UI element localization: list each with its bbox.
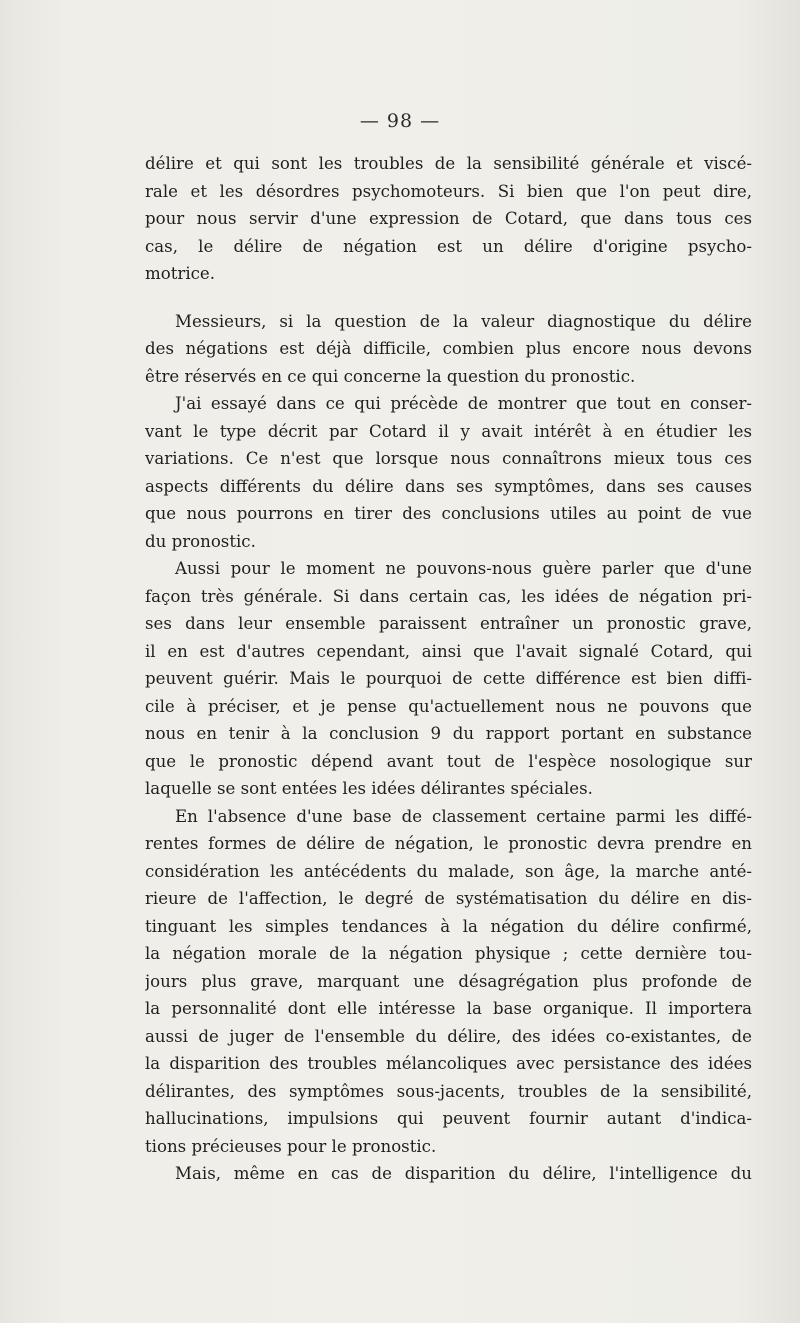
paragraph (145, 555, 752, 803)
paragraph (145, 1160, 752, 1188)
text-line: aspects différents du délire dans ses symptômes, dans ses causes (145, 476, 752, 496)
text-line: rieure de l'affection, le degré de systématisation du délire en dis- (145, 889, 752, 908)
text-line: laquelle se sont entées les idées délirantes spéciales. (145, 779, 593, 798)
text-line: que le pronostic dépend avant tout de l'espèce nosologique sur (145, 751, 752, 771)
text-line: rale et les désordres psychomoteurs. Si bien que l'on peut dire, (145, 181, 752, 201)
text-line: J'ai essayé dans ce qui précède de montrer que tout en conser- (175, 394, 752, 413)
text-line: hallucinations, impulsions qui peuvent fournir autant d'indica- (145, 1109, 752, 1128)
text-line: tinguant les simples tendances à la négation du délire confirmé, (145, 916, 752, 936)
paragraph (145, 308, 752, 391)
text-line: délire et qui sont les troubles de la sensibilité générale et viscé- (145, 154, 752, 173)
text-line: vant le type décrit par Cotard il y avait intérêt à en étudier les (145, 421, 752, 441)
page-number: — 98 — (359, 110, 441, 132)
text-line: rentes formes de délire de négation, le pronostic devra prendre en (145, 834, 752, 853)
text-line: aussi de juger de l'ensemble du délire, des idées co-existantes, de (145, 1026, 752, 1046)
text-line: peuvent guérir. Mais le pourquoi de cette différence est bien diffi- (145, 669, 752, 688)
text-line: cas, le délire de négation est un délire d'origine psycho- (145, 236, 752, 256)
text-line: du pronostic. (145, 531, 256, 551)
text-line: ses dans leur ensemble paraissent entraîner un pronostic grave, (145, 614, 752, 633)
text-line: être réservés en ce qui concerne la question du pronostic. (145, 366, 636, 386)
text-line: En l'absence d'une base de classement certaine parmi les diffé- (175, 806, 752, 826)
text-line: considération les antécédents du malade, son âge, la marche anté- (145, 861, 752, 881)
text-line: délirantes, des symptômes sous-jacents, troubles de la sensibilité, (145, 1081, 752, 1101)
paragraph (145, 390, 752, 555)
text-line: des négations est déjà difficile, combien plus encore nous devons (145, 339, 752, 358)
text-line: motrice. (145, 264, 216, 283)
text-line: il en est d'autres cependant, ainsi que l'avait signalé Cotard, qui (145, 641, 752, 661)
text-line: pour nous servir d'une expression de Cotard, que dans tous ces (145, 209, 752, 228)
text-line: tions précieuses pour le pronostic. (145, 1136, 437, 1156)
text-line: variations. Ce n'est que lorsque nous connaîtrons mieux tous ces (145, 449, 752, 468)
text-line: Messieurs, si la question de la valeur diagnostique du délire (175, 311, 752, 331)
text-line: cile à préciser, et je pense qu'actuellement nous ne pouvons que (145, 696, 752, 716)
paragraph (145, 803, 752, 1161)
text-line: que nous pourrons en tirer des conclusions utiles au point de vue (145, 504, 752, 523)
text-line: jours plus grave, marquant une désagrégation plus profonde de (145, 971, 752, 991)
text-line: nous en tenir à la conclusion 9 du rapport portant en substance (145, 724, 752, 743)
text-line: Mais, même en cas de disparition du délire, l'intelligence du (175, 1164, 752, 1183)
text-line: façon très générale. Si dans certain cas, les idées de négation pri- (145, 586, 752, 606)
body-text (145, 150, 752, 1188)
text-line: Aussi pour le moment ne pouvons-nous guère parler que d'une (175, 559, 752, 578)
paragraph-gap (145, 288, 752, 308)
text-line: la personnalité dont elle intéresse la base organique. Il importera (145, 999, 752, 1018)
text-line: la disparition des troubles mélancoliques avec persistance des idées (145, 1054, 752, 1073)
text-line: la négation morale de la négation physique ; cette dernière tou- (145, 944, 752, 963)
paragraph (145, 150, 752, 288)
